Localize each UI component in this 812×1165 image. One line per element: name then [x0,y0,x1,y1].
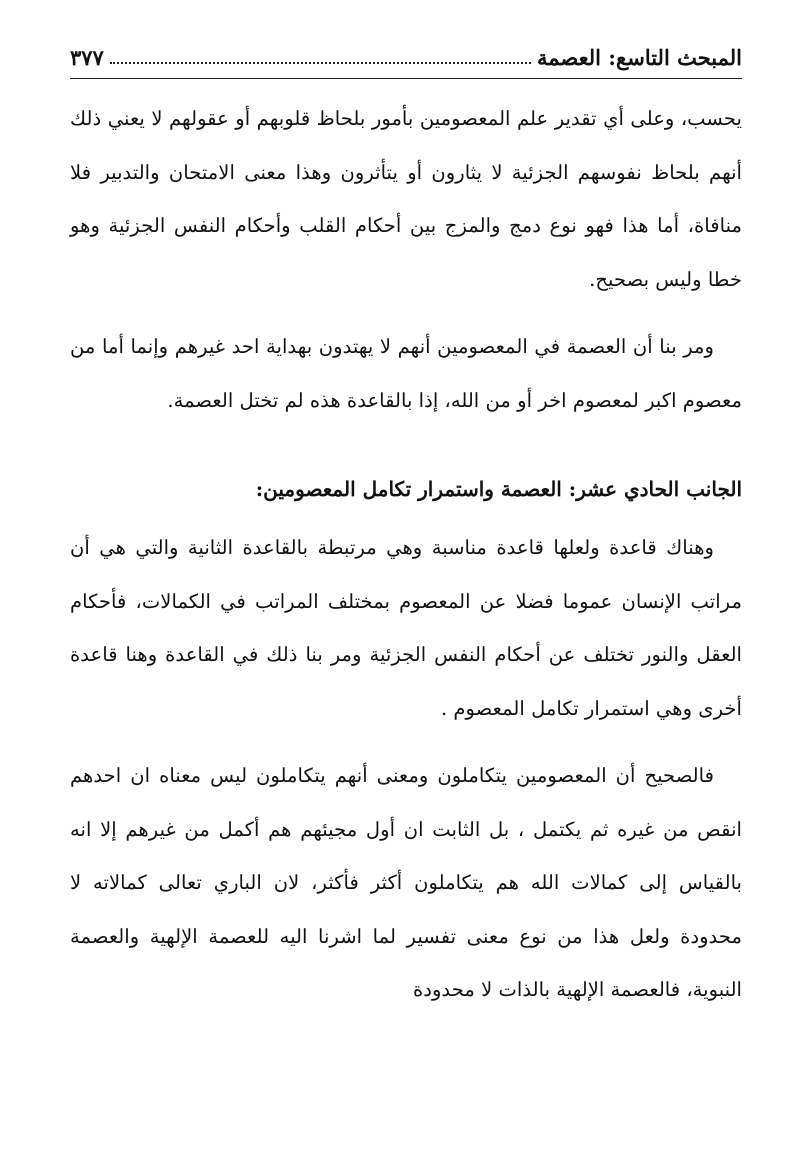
header-dot-leader [110,62,531,64]
page-number: ٣٧٧ [70,44,104,70]
paragraph-1: يحسب، وعلى أي تقدير علم المعصومين بأمور بلحاظ قلوبهم أو عقولهم لا يعني ذلك أنهم بلحاظ نفوسهم الجزئية لا يثارون أو يتأثرون وهذا معنى الامتحان والتدبير فلا منافاة، أما هذا فهو نوع دمج والمزج بين أحكام القلب وأحكام النفس الجزئية وهو خطا وليس بصحيح. [70,107,742,291]
paragraph-2: ومر بنا أن العصمة في المعصومين أنهم لا يهتدون بهداية احد غيرهم وإنما أما من معصوم اكبر لمعصوم اخر أو من الله، إذا بالقاعدة هذه لم تختل العصمة. [70,335,742,412]
chapter-title: المبحث التاسع: العصمة [537,44,742,70]
running-header [70,36,742,79]
paragraph-4: فالصحيح أن المعصومين يتكاملون ومعنى أنهم يتكاملون ليس معناه ان احدهم انقص من غيره ثم يكتمل ، بل الثابت ان أول مجيئهم هم أكمل من غيرهم إلا انه بالقياس إلى كمالات الله هم يتكاملون أكثر فأكثر، لان الباري تعالى كمالاته لا محدودة ولعل هذا من نوع معنى تفسير لما اشرنا اليه للعصمة الإلهية والعصمة النبوية، فالعصمة الإلهية بالذات لا محدودة [70,764,742,1001]
section-heading: الجانب الحادي عشر: العصمة واستمرار تكامل المعصومين: [255,477,742,501]
paragraph-3: وهناك قاعدة ولعلها قاعدة مناسبة وهي مرتبطة بالقاعدة الثانية والتي هي أن مراتب الإنسان عموما فضلا عن المعصوم بمختلف المراتب في الكمالات، فأحكام العقل والنور تختلف عن أحكام النفس الجزئية ومر بنا ذلك في القاعدة وهنا قاعدة أخرى وهي استمرار تكامل المعصوم . [70,536,742,720]
page-body [70,92,742,1017]
